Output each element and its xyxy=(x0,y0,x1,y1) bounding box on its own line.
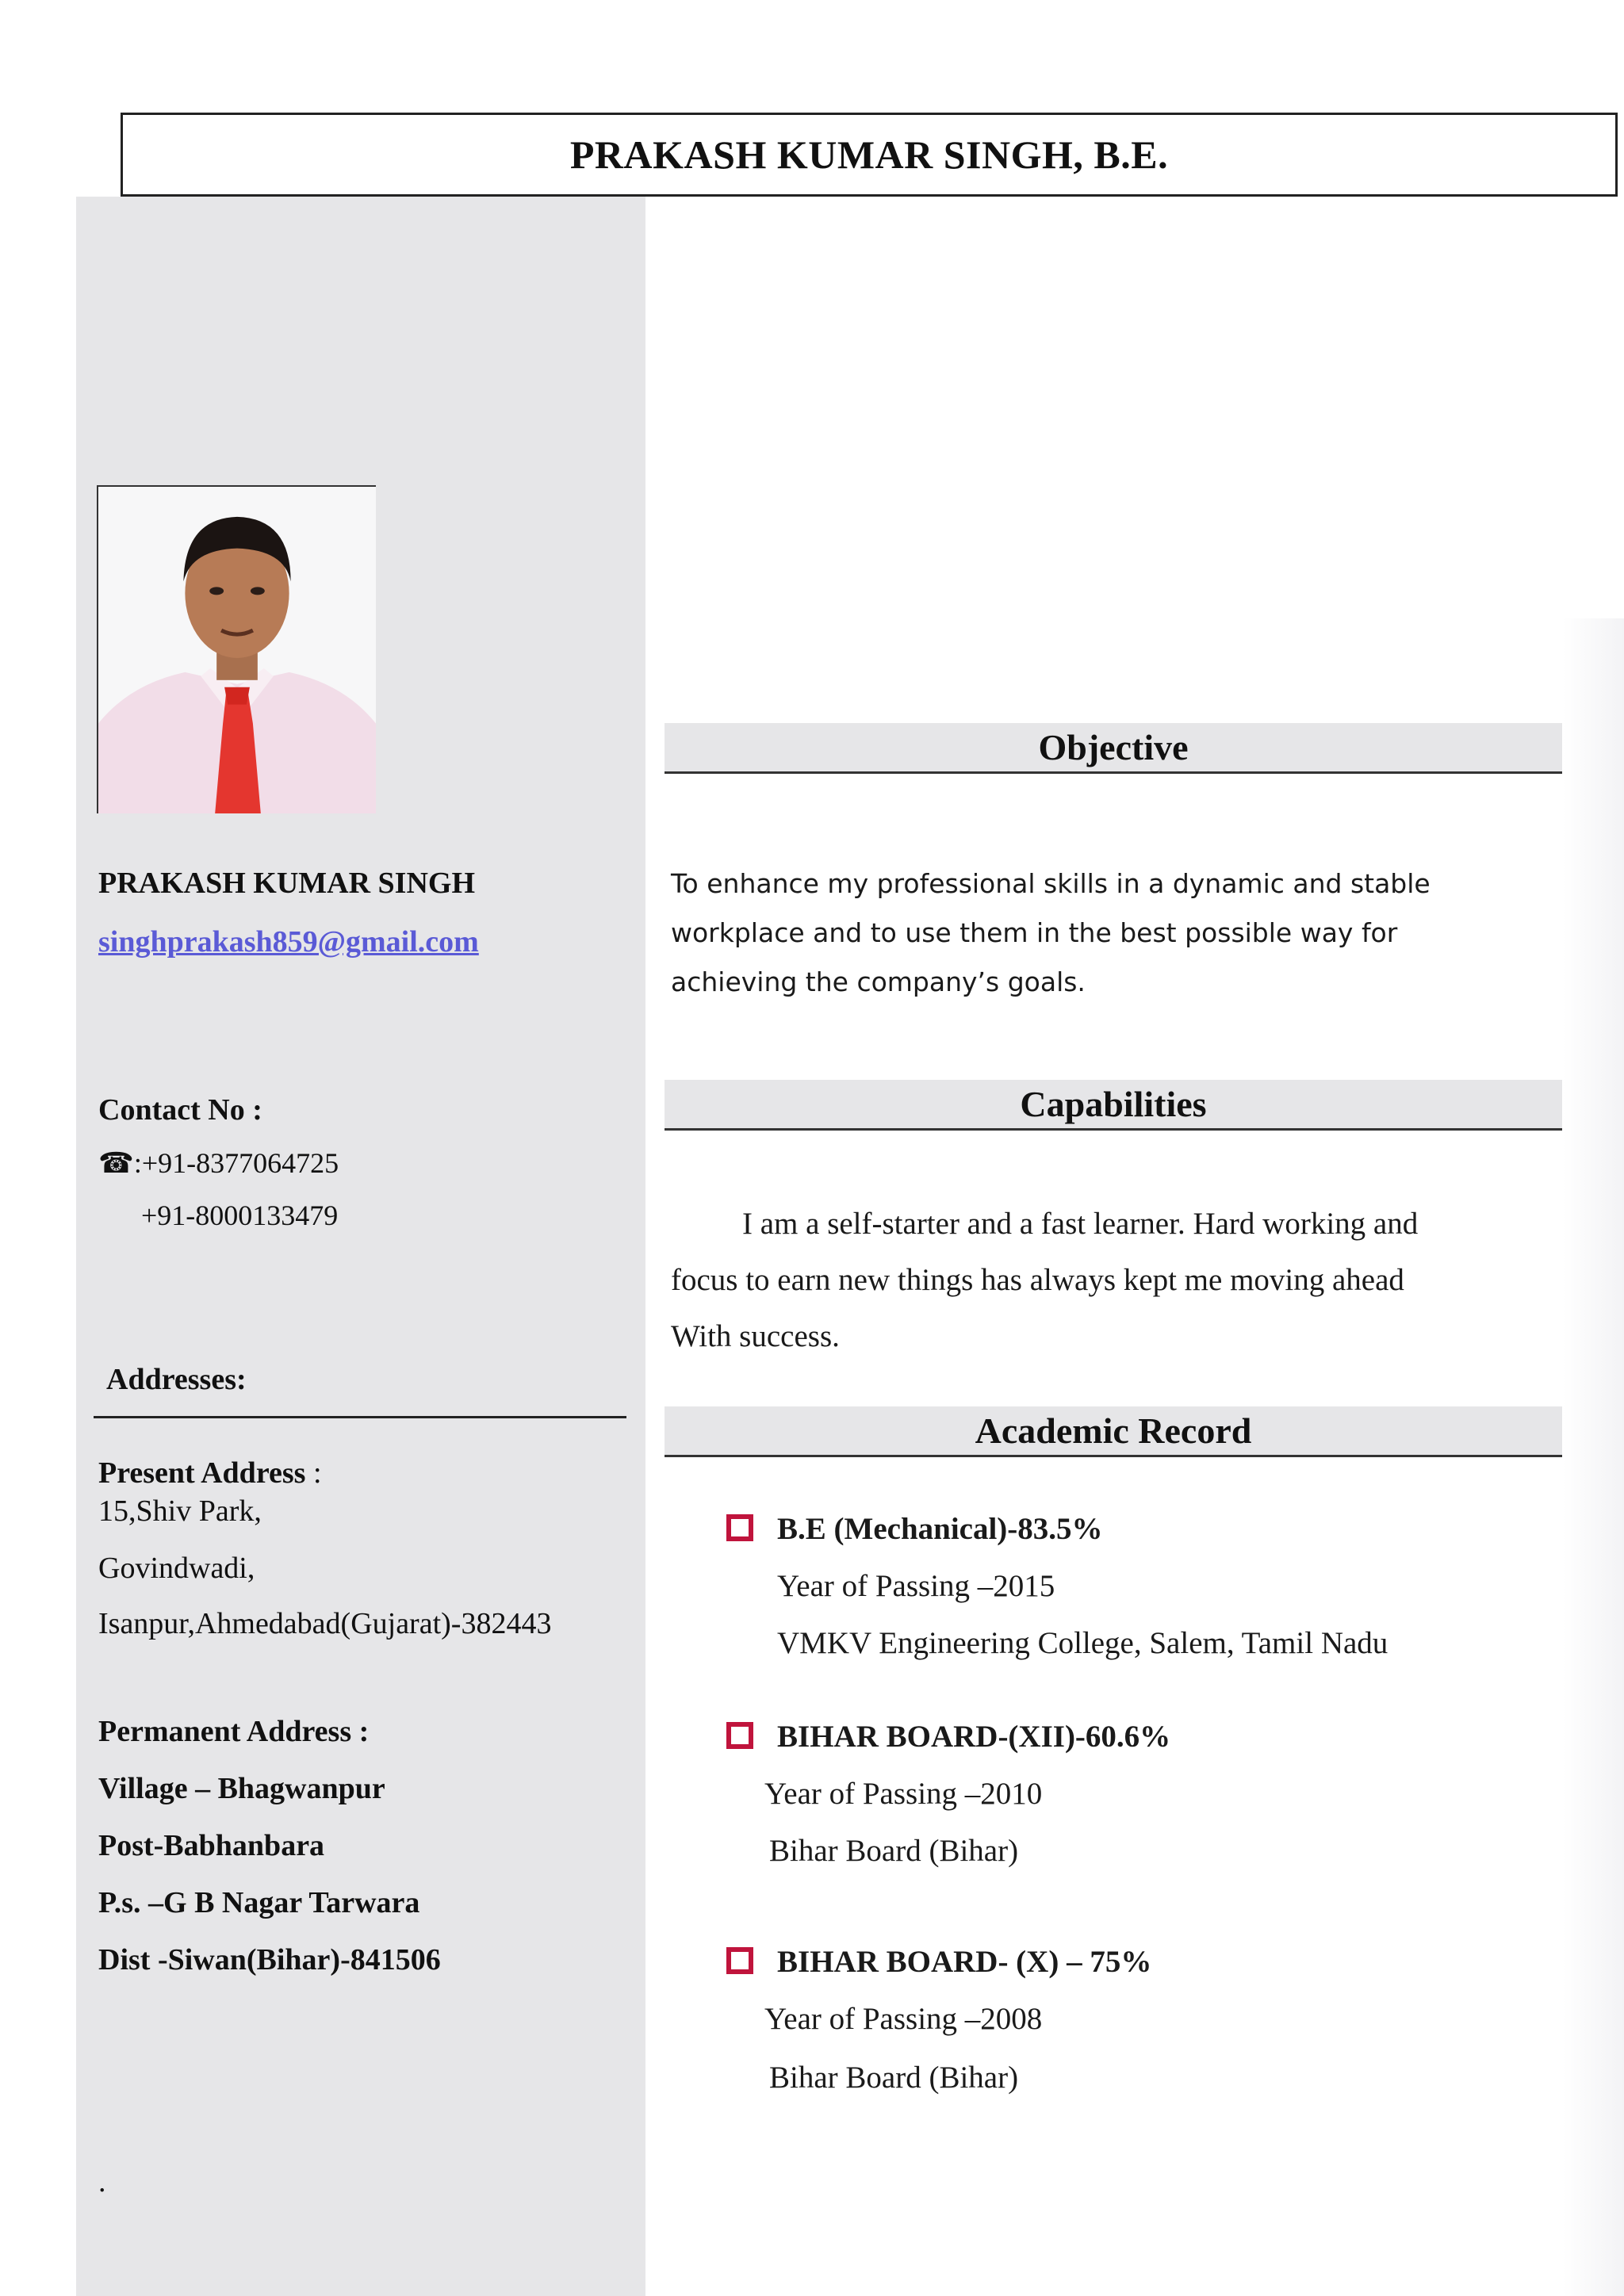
academic-institute: VMKV Engineering College, Salem, Tamil Nadu xyxy=(777,1626,1388,1660)
objective-line: workplace and to use them in the best possible way for xyxy=(671,917,1398,948)
objective-line: To enhance my professional skills in a dynamic and stable xyxy=(671,868,1431,899)
capabilities-heading: Capabilities xyxy=(665,1080,1562,1131)
trailing-dot: . xyxy=(98,2165,106,2198)
sidebar-name: PRAKASH KUMAR SINGH xyxy=(98,867,476,900)
addresses-label: Addresses: xyxy=(106,1363,247,1396)
addresses-divider xyxy=(94,1416,626,1418)
permanent-address-line: Village – Bhagwanpur xyxy=(98,1772,385,1805)
academic-institute: Bihar Board (Bihar) xyxy=(769,1834,1019,1868)
academic-year: Year of Passing –2010 xyxy=(764,1777,1043,1811)
permanent-address-line: P.s. –G B Nagar Tarwara xyxy=(98,1886,420,1919)
present-address-line: Isanpur,Ahmedabad(Gujarat)-382443 xyxy=(98,1607,552,1640)
capabilities-line: With success. xyxy=(671,1319,840,1353)
page-title: PRAKASH KUMAR SINGH, B.E. xyxy=(121,113,1618,197)
academic-heading: Academic Record xyxy=(665,1406,1562,1457)
phone-line-2: +91-8000133479 xyxy=(141,1200,339,1231)
email-link[interactable]: singhprakash859@gmail.com xyxy=(98,925,479,959)
objective-heading: Objective xyxy=(665,723,1562,774)
phone-icon: ☎ xyxy=(98,1147,134,1179)
present-address-line: 15,Shiv Park, xyxy=(98,1494,262,1528)
contact-label: Contact No : xyxy=(98,1093,262,1127)
capabilities-line: focus to earn new things has always kept me moving ahead xyxy=(671,1263,1404,1297)
academic-title: B.E (Mechanical)-83.5% xyxy=(777,1512,1103,1546)
phone-line-1: ☎:+91-8377064725 xyxy=(98,1147,339,1179)
bullet-icon xyxy=(726,1947,753,1974)
bullet-icon xyxy=(726,1514,753,1541)
permanent-address-line: Post-Babhanbara xyxy=(98,1829,325,1862)
objective-line: achieving the company’s goals. xyxy=(671,966,1086,997)
present-address-label: Present Address : xyxy=(98,1456,322,1490)
capabilities-line: I am a self-starter and a fast learner. Hard working and xyxy=(742,1207,1419,1241)
academic-title: BIHAR BOARD- (X) – 75% xyxy=(777,1945,1152,1979)
right-margin-shade xyxy=(1562,618,1624,2296)
bullet-icon xyxy=(726,1722,753,1749)
permanent-address-line: Dist -Siwan(Bihar)-841506 xyxy=(98,1943,441,1976)
academic-title: BIHAR BOARD-(XII)-60.6% xyxy=(777,1720,1171,1754)
academic-year: Year of Passing –2008 xyxy=(764,2002,1043,2036)
present-address-line: Govindwadi, xyxy=(98,1552,255,1585)
permanent-address-label: Permanent Address : xyxy=(98,1715,370,1748)
profile-photo xyxy=(97,485,376,813)
academic-institute: Bihar Board (Bihar) xyxy=(769,2061,1019,2095)
academic-year: Year of Passing –2015 xyxy=(777,1569,1055,1603)
